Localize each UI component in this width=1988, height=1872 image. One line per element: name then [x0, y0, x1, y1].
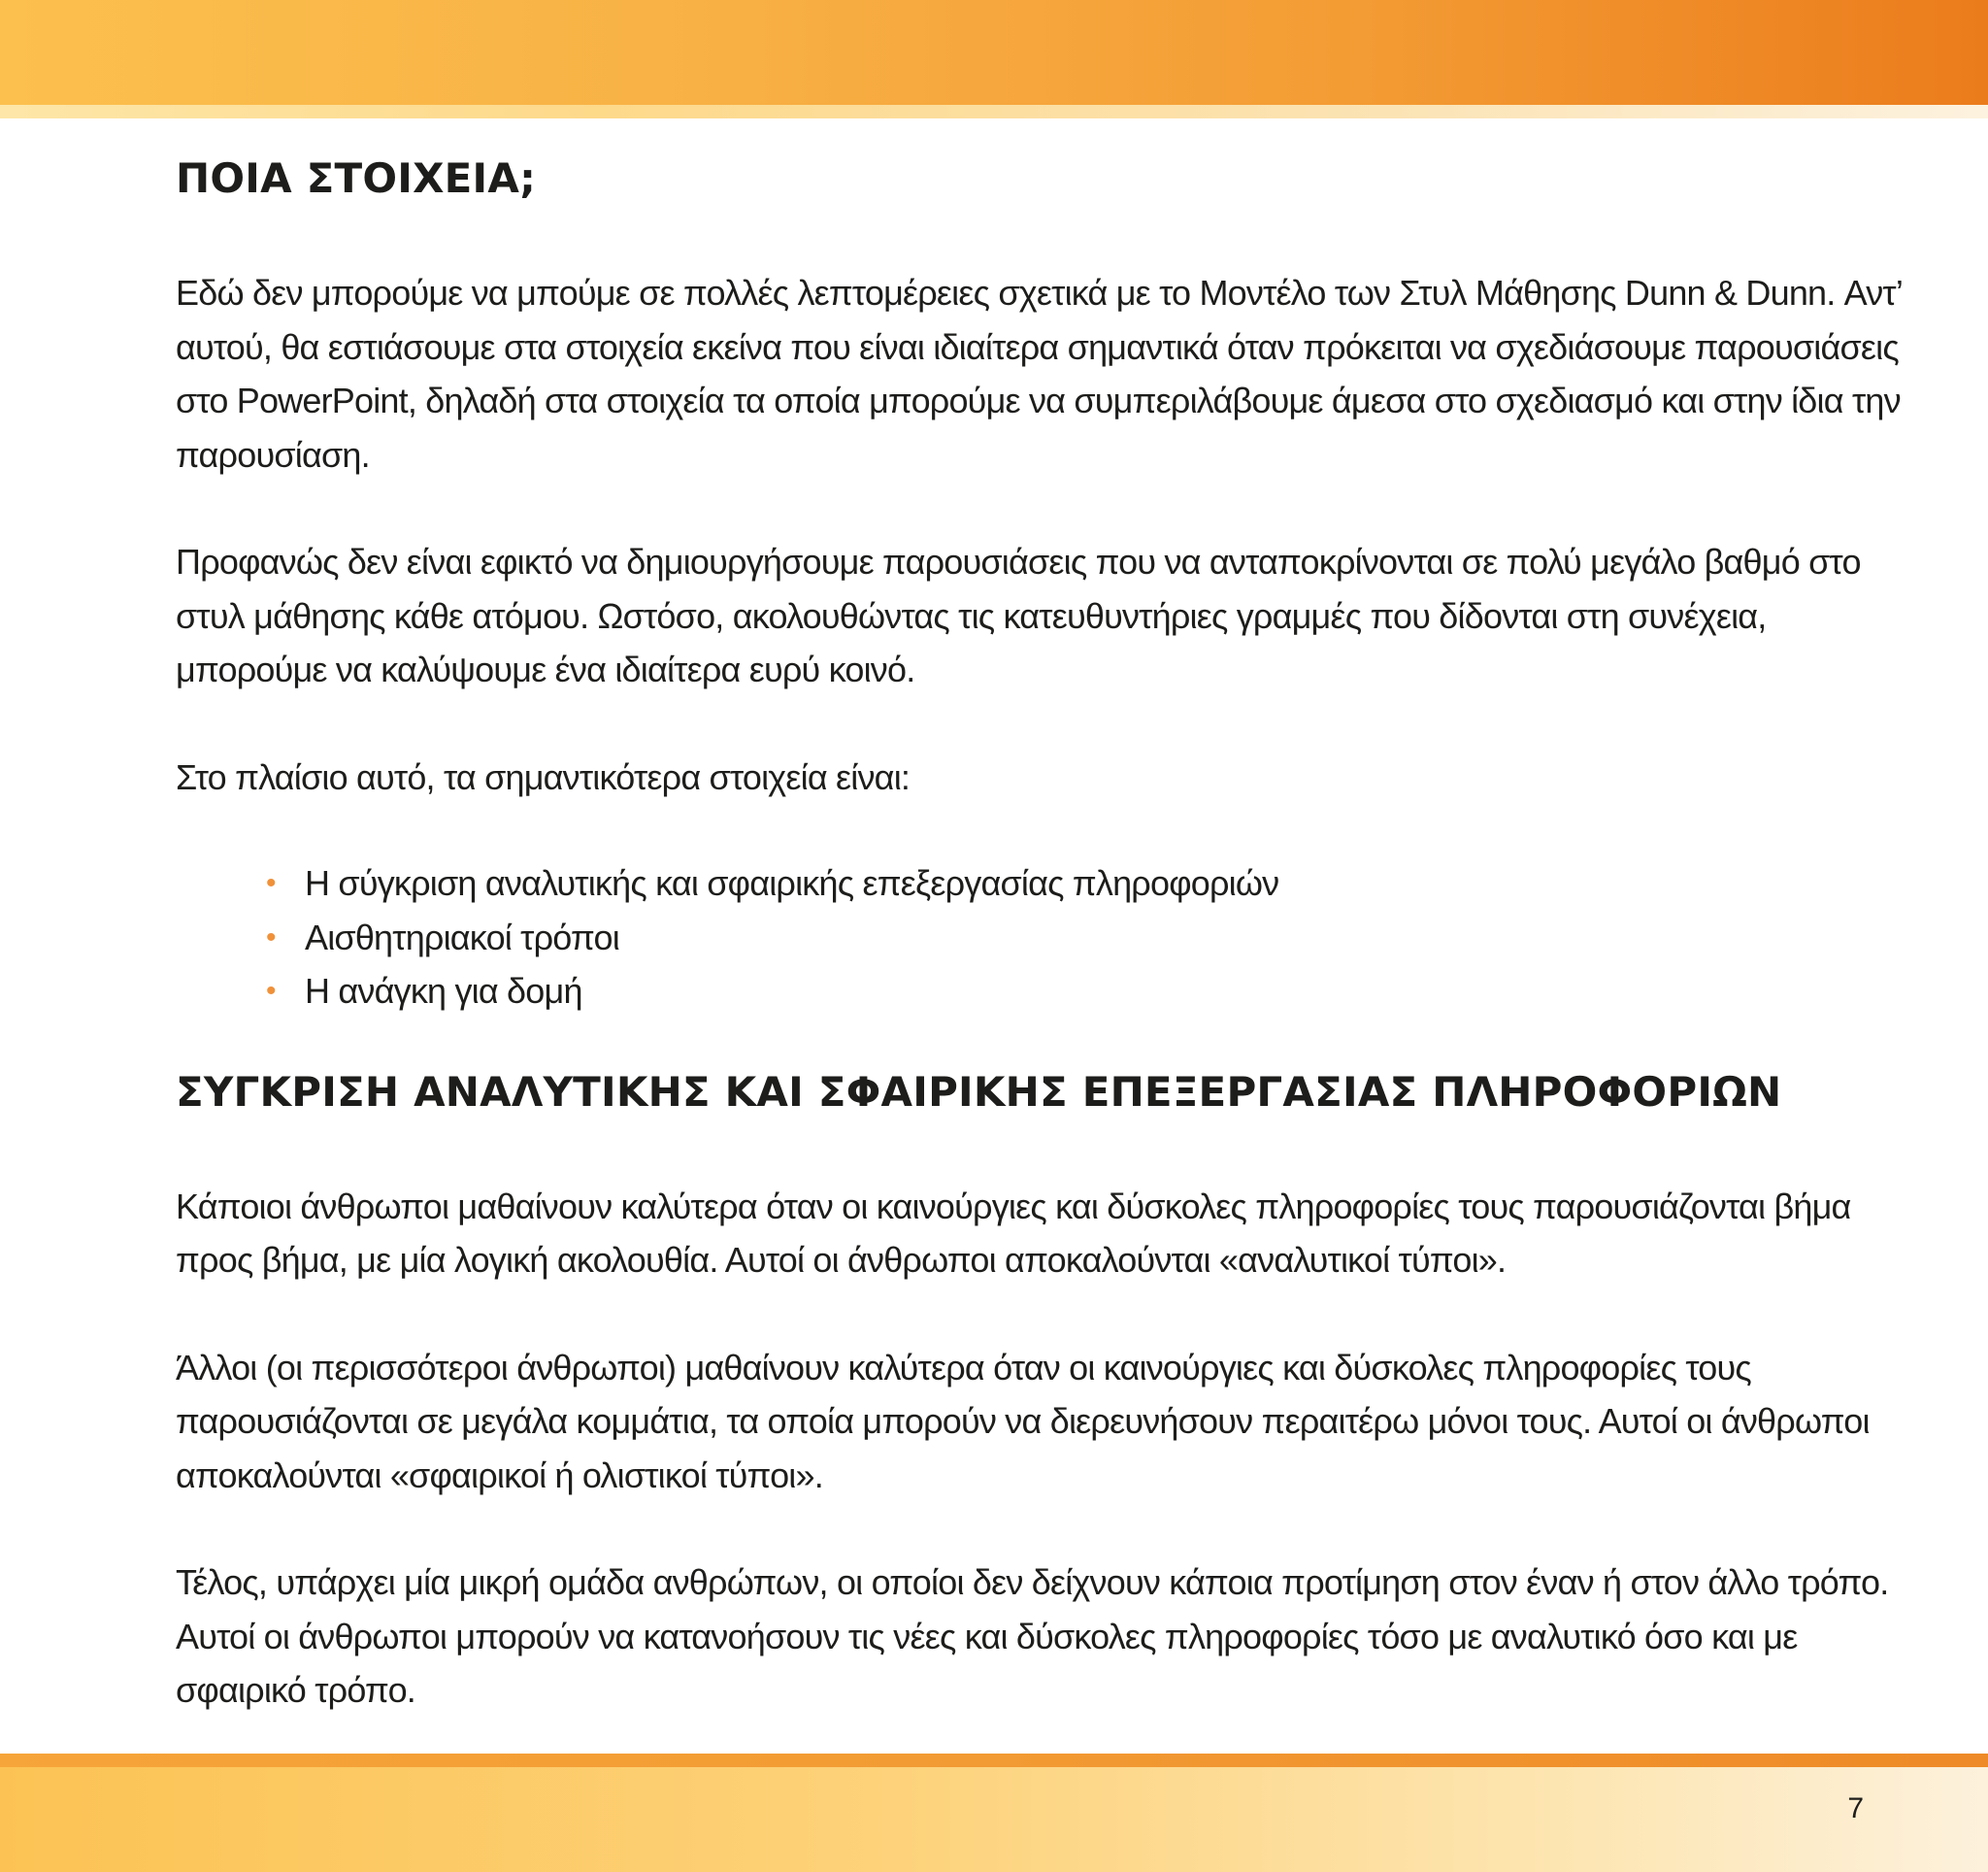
key-elements-list: [176, 856, 1913, 1019]
paragraph-key-elements-lead: Στο πλαίσιο αυτό, τα σημαντικότερα στοιχεία είναι:: [176, 756, 911, 797]
page-number: 7: [1847, 1792, 1864, 1824]
bottom-footer-band-edge: [0, 1754, 1988, 1767]
section-heading-analytic-vs-global: ΣΥΓΚΡΙΣΗ ΑΝΑΛΥΤΙΚΗΣ ΚΑΙ ΣΦΑΙΡΙΚΗΣ ΕΠΕΞΕΡΓΑΣΙΑΣ ΠΛΗΡΟΦΟΡΙΩΝ: [176, 1067, 1782, 1116]
list-item-label: Η σύγκριση αναλυτικής και σφαιρικής επεξεργασίας πληροφοριών: [305, 863, 1279, 903]
list-item: [266, 911, 1913, 965]
bullet-icon: •: [266, 975, 276, 1007]
page-content: [176, 146, 1913, 1718]
bullet-icon: •: [266, 920, 276, 953]
list-item: [266, 964, 1913, 1019]
paragraph-global-types: Άλλοι (οι περισσότεροι άνθρωποι) μαθαίνουν καλύτερα όταν οι καινούργιες και δύσκολες πληροφορίες τους παρουσιάζονται σε μεγάλα κομμάτια, τα οποία μπορούν να διερευνήσουν περαιτέρω μόνοι τους. Αυτοί οι άνθρωποι αποκαλούνται «σφαιρικοί ή ολιστικοί τύποι».: [176, 1347, 1870, 1495]
paragraph-analytic-types: Κάποιοι άνθρωποι μαθαίνουν καλύτερα όταν οι καινούργιες και δύσκολες πληροφορίες τους παρουσιάζονται βήμα προς βήμα, με μία λογική ακολουθία. Αυτοί οι άνθρωποι αποκαλούνται «αναλυτικοί τύποι».: [176, 1186, 1851, 1280]
list-item-label: Αισθητηριακοί τρόποι: [305, 917, 619, 957]
bottom-footer-band: [0, 1767, 1988, 1872]
top-header-band: [0, 0, 1988, 105]
section-heading-which-elements: ΠΟΙΑ ΣΤΟΙΧΕΙΑ;: [176, 154, 537, 202]
paragraph-no-preference: Τέλος, υπάρχει μία μικρή ομάδα ανθρώπων, οι οποίοι δεν δείχνουν κάποια προτίμηση στον έναν ή στον άλλο τρόπο. Αυτοί οι άνθρωποι μπορούν να κατανοήσουν τις νέες και δύσκολες πληροφορίες τόσο με αναλυτικό όσο και με σφαιρικό τρόπο.: [176, 1562, 1889, 1710]
paragraph-intro: Εδώ δεν μπορούμε να μπούμε σε πολλές λεπτομέρειες σχετικά με το Μοντέλο των Στυλ Μάθησης Dunn & Dunn. Αντ’ αυτού, θα εστιάσουμε στα στοιχεία εκείνα που είναι ιδιαίτερα σημαντικά όταν πρόκειται να σχεδιάσουμε παρουσιάσεις στο PowerPoint, δηλαδή στα στοιχεία τα οποία μπορούμε να συμπεριλάβουμε άμεσα στο σχεδιασμό και στην ίδια την παρουσίαση.: [176, 273, 1902, 475]
paragraph-feasibility: Προφανώς δεν είναι εφικτό να δημιουργήσουμε παρουσιάσεις που να ανταποκρίνονται σε πολύ μεγάλο βαθμό στο στυλ μάθησης κάθε ατόμου. Ωστόσο, ακολουθώντας τις κατευθυντήριες γραμμές που δίδονται στη συνέχεια, μπορούμε να καλύψουμε ένα ιδιαίτερα ευρύ κοινό.: [176, 542, 1861, 689]
list-item-label: Η ανάγκη για δομή: [305, 971, 582, 1011]
bullet-icon: •: [266, 867, 276, 899]
list-item: [266, 856, 1913, 911]
top-header-band-edge: [0, 105, 1988, 118]
